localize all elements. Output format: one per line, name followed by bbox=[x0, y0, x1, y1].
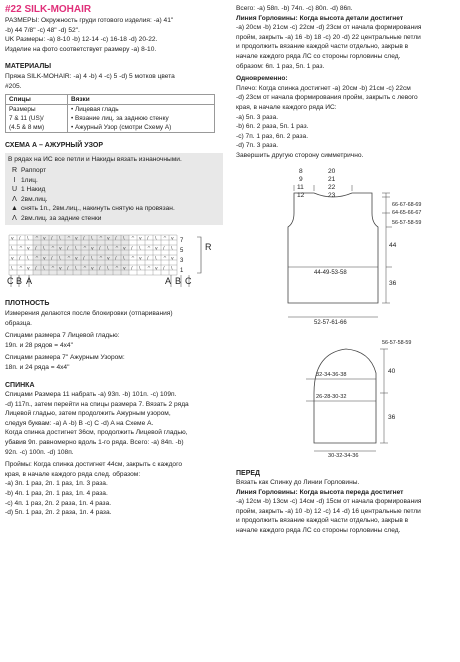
text-line: -a) 20см -b) 21см -c) 22см -d) 23см от начала формирования bbox=[236, 24, 422, 32]
svg-text:\: \ bbox=[123, 236, 125, 242]
dim-label: 66-67-68-69 bbox=[392, 201, 422, 208]
left-column bbox=[5, 0, 227, 518]
svg-text:/: / bbox=[67, 246, 69, 252]
legend-label: снять 1п., 2вм.лиц., накинуть снятую на провязан. bbox=[21, 205, 175, 213]
dim-label: 56-57-58-59 bbox=[392, 219, 422, 226]
text-line: -a) 12см -b) 13см -c) 14см -d) 15см от начала формирования bbox=[236, 498, 422, 506]
text-line: -d) 23см от начала формирования пройм, закрыть с левого bbox=[236, 94, 418, 102]
cell-line: • Вязание лиц. за заднюю стенку bbox=[71, 115, 169, 123]
svg-text:^: ^ bbox=[83, 266, 87, 272]
svg-text:/: / bbox=[19, 236, 21, 242]
svg-text:v: v bbox=[123, 266, 126, 272]
dim-label: 40 bbox=[388, 367, 396, 375]
svg-text:^: ^ bbox=[67, 256, 71, 262]
text-line: и продолжить вязание каждой части отдельно, закрыв в bbox=[236, 517, 409, 525]
row-label: 7 bbox=[180, 238, 184, 245]
legend-item bbox=[8, 166, 220, 176]
materials-line: Пряжа SILK-MOHAIR: -a) 4 -b) 4 -c) 5 -d) 5 мотков цвета bbox=[5, 72, 175, 80]
text-line: -b) 6п. 2 раза, 5п. 1 раз. bbox=[236, 123, 309, 131]
cell-line: (4.5 & 8 мм) bbox=[9, 124, 45, 132]
legend-label: 1лиц. bbox=[21, 176, 38, 184]
legend-item bbox=[8, 204, 220, 214]
text-line: -c) 7п. 1 раз, 6п. 2 раза. bbox=[236, 132, 309, 140]
density-line: Измерения делаются после блокировки (отпаривания) bbox=[5, 309, 173, 317]
dim-label: 23 bbox=[328, 191, 336, 199]
row-label: 1 bbox=[180, 268, 184, 275]
svg-text:v: v bbox=[107, 256, 110, 262]
svg-text:v: v bbox=[75, 256, 78, 262]
marker-c: C bbox=[7, 276, 14, 287]
schema-heading: СХЕМА А – АЖУРНЫЙ УЗОР bbox=[5, 142, 104, 150]
back-line: -d) 117п., затем перейти на спицы размера 7. Вязать 2 ряда bbox=[5, 400, 189, 408]
svg-text:v: v bbox=[107, 236, 110, 242]
right-column bbox=[236, 0, 456, 536]
neckline-block bbox=[236, 4, 456, 71]
row-label: 3 bbox=[180, 258, 184, 265]
svg-text:v: v bbox=[43, 256, 46, 262]
text-line: Завершить другую сторону симметрично. bbox=[236, 151, 364, 159]
svg-text:\: \ bbox=[43, 266, 45, 272]
svg-text:^: ^ bbox=[163, 236, 167, 242]
svg-text:/: / bbox=[83, 236, 85, 242]
legend-label: 2вм.лиц. bbox=[21, 195, 48, 203]
simultaneous-heading: Одновременно: bbox=[236, 75, 288, 83]
cell-line: Размеры bbox=[9, 106, 36, 114]
legend-item bbox=[8, 185, 220, 195]
marker-a: A bbox=[26, 276, 33, 287]
sizes-line: -b) 44 7/8" -c) 48" -d) 52". bbox=[5, 26, 80, 34]
svg-text:^: ^ bbox=[163, 256, 167, 262]
text-line: Линия Горловины: Когда высота переда достигнет bbox=[236, 488, 404, 496]
table-cell bbox=[68, 105, 215, 133]
svg-text:^: ^ bbox=[51, 266, 55, 272]
svg-text:/: / bbox=[163, 246, 165, 252]
svg-text:v: v bbox=[59, 266, 62, 272]
svg-text:^: ^ bbox=[131, 256, 135, 262]
yarn-over-icon: U bbox=[11, 186, 18, 194]
svg-text:/: / bbox=[115, 256, 117, 262]
svg-text:\: \ bbox=[91, 236, 93, 242]
svg-text:\: \ bbox=[155, 236, 157, 242]
dim-label: 56-57-58-59 bbox=[382, 339, 412, 346]
svg-text:v: v bbox=[171, 236, 174, 242]
svg-text:\: \ bbox=[139, 246, 141, 252]
svg-text:v: v bbox=[91, 246, 94, 252]
svg-text:\: \ bbox=[107, 266, 109, 272]
dim-label: 36 bbox=[389, 279, 397, 287]
table-header: Вязки bbox=[68, 95, 215, 105]
svg-text:v: v bbox=[91, 266, 94, 272]
back-instructions bbox=[5, 390, 227, 518]
svg-text:/: / bbox=[51, 236, 53, 242]
sizes-line: РАЗМЕРЫ: Окружность груди готового изделия: -а) 41" bbox=[5, 17, 174, 24]
svg-text:\: \ bbox=[27, 236, 29, 242]
svg-text:v: v bbox=[155, 266, 158, 272]
table-cell bbox=[6, 105, 68, 133]
density-line: образца. bbox=[5, 319, 33, 327]
svg-text:\: \ bbox=[75, 266, 77, 272]
svg-text:v: v bbox=[139, 236, 142, 242]
back-line: Спицами Размера 11 набрать -a) 93п. -b) 101п. -c) 109п. bbox=[5, 391, 177, 399]
svg-text:v: v bbox=[27, 266, 30, 272]
legend-item bbox=[8, 195, 220, 205]
svg-text:v: v bbox=[123, 246, 126, 252]
back-line: -c) 4п. 1 раз, 2п. 2 раза, 1п. 4 раза. bbox=[5, 499, 112, 507]
svg-text:/: / bbox=[115, 236, 117, 242]
repeat-label: R bbox=[205, 242, 212, 253]
needles-table bbox=[5, 94, 215, 133]
dim-label: 21 bbox=[328, 175, 336, 183]
svg-text:/: / bbox=[35, 246, 37, 252]
svg-text:^: ^ bbox=[131, 236, 135, 242]
svg-text:^: ^ bbox=[147, 266, 151, 272]
svg-text:^: ^ bbox=[35, 236, 39, 242]
svg-text:\: \ bbox=[11, 266, 13, 272]
svg-text:/: / bbox=[147, 256, 149, 262]
back-line: -a) 3п. 1 раз, 2п. 1 раз, 1п. 3 раза. bbox=[5, 480, 108, 488]
knit-stitch-icon: I bbox=[13, 176, 16, 184]
cell-line: • Лицевая гладь bbox=[71, 106, 119, 114]
dim-label: 44-49-53-58 bbox=[314, 269, 347, 276]
svg-text:/: / bbox=[163, 266, 165, 272]
legend-label: 1 Накид bbox=[21, 186, 46, 194]
k2tog-tbl-icon: Λ bbox=[12, 214, 17, 222]
back-line: Лицевой гладью, затем продолжить Ажурным узором, bbox=[5, 410, 171, 418]
marker-c: C bbox=[185, 276, 192, 287]
dim-label: 52-57-61-66 bbox=[314, 319, 347, 326]
text-line: Линия Горловины: Когда высота детали достигнет bbox=[236, 14, 404, 22]
k2tog-icon: Λ bbox=[12, 195, 17, 203]
density-line: 19п. и 28 рядов = 4x4" bbox=[5, 341, 73, 349]
svg-text:v: v bbox=[43, 236, 46, 242]
svg-text:v: v bbox=[27, 246, 30, 252]
cell-line: 7 & 11 (US)/ bbox=[9, 115, 44, 123]
back-line: 92п. -c) 100п. -d) 108п. bbox=[5, 448, 74, 456]
dim-label: 64-65-66-67 bbox=[392, 209, 422, 216]
text-line: начале каждого ряда ЛС со стороны горловины след. bbox=[236, 52, 401, 60]
back-outline bbox=[236, 167, 456, 337]
materials-heading: МАТЕРИАЛЫ bbox=[5, 63, 52, 71]
dim-label: 11 bbox=[297, 183, 304, 191]
svg-text:^: ^ bbox=[19, 246, 23, 252]
legend-item bbox=[8, 214, 220, 224]
svg-text:/: / bbox=[83, 256, 85, 262]
svg-text:\: \ bbox=[43, 246, 45, 252]
text-line: начале каждого ряда ЛС со стороны горловины след. bbox=[236, 527, 401, 535]
pattern-title: #22 SILK-MOHAIR bbox=[5, 4, 92, 15]
chart-grid bbox=[5, 229, 223, 295]
svg-text:^: ^ bbox=[83, 246, 87, 252]
back-line: края, в начале каждого ряда след. образом: bbox=[5, 470, 141, 478]
svg-text:\: \ bbox=[11, 246, 13, 252]
front-heading: ПЕРЕД bbox=[236, 469, 261, 477]
svg-text:/: / bbox=[99, 266, 101, 272]
back-line: Когда спинка достигнет 36см, продолжить Лицевой гладью, bbox=[5, 429, 188, 437]
svg-text:\: \ bbox=[59, 236, 61, 242]
dim-label: 26-28-30-32 bbox=[316, 393, 347, 400]
svg-text:\: \ bbox=[171, 266, 173, 272]
svg-text:/: / bbox=[67, 266, 69, 272]
sizes-line: UK Размеры: -a) 8-10 -b) 12-14 -c) 16-18 -d) 20-22. bbox=[5, 36, 158, 44]
dim-label: 44 bbox=[389, 241, 397, 249]
text-line: -a) 5п. 3 раза. bbox=[236, 113, 279, 121]
svg-text:^: ^ bbox=[115, 266, 119, 272]
svg-text:/: / bbox=[131, 246, 133, 252]
svg-text:\: \ bbox=[139, 266, 141, 272]
back-line: убавив 9п. равномерно вдоль 1-го ряда. Всего: -a) 84п. -b) bbox=[5, 439, 184, 447]
dim-label: 9 bbox=[299, 175, 303, 183]
svg-text:\: \ bbox=[107, 246, 109, 252]
svg-text:^: ^ bbox=[67, 236, 71, 242]
marker-b: B bbox=[16, 276, 23, 287]
text-line: -d) 7п. 3 раза. bbox=[236, 142, 279, 150]
back-line: Проймы: Когда спинка достигнет 44см, закрыть с каждого bbox=[5, 461, 183, 469]
svg-text:\: \ bbox=[155, 256, 157, 262]
text-line: пройм, закрыть -a) 16 -b) 18 -c) 20 -d) 22 центральные петли bbox=[236, 33, 421, 41]
back-line: -b) 4п. 1 раз, 2п. 1 раз, 1п. 4 раза. bbox=[5, 490, 108, 498]
text-line: пройм, закрыть -a) 10 -b) 12 -c) 14 -d) 16 центральные петли bbox=[236, 507, 421, 515]
dim-label: 30-32-34-36 bbox=[328, 452, 359, 459]
svg-text:^: ^ bbox=[147, 246, 151, 252]
cell-line: • Ажурный Узор (смотри Схему А) bbox=[71, 124, 172, 132]
svg-text:/: / bbox=[99, 246, 101, 252]
text-line: края, в начале каждого ряда ИС: bbox=[236, 103, 337, 111]
density-heading: ПЛОТНОСТЬ bbox=[5, 300, 50, 308]
svg-text:v: v bbox=[171, 256, 174, 262]
back-line: -d) 5п. 1 раз, 2п. 2 раза, 1п. 4 раза. bbox=[5, 509, 112, 517]
svg-text:v: v bbox=[155, 246, 158, 252]
dim-label: 36 bbox=[388, 413, 396, 421]
sk2p-icon: ▲ bbox=[11, 205, 18, 213]
svg-text:\: \ bbox=[171, 246, 173, 252]
sleeve-schematic bbox=[236, 333, 456, 463]
dim-label: 22 bbox=[328, 183, 336, 191]
marker-b: B bbox=[175, 276, 182, 287]
schema-note: В рядах на ИС все петли и Накиды вязать изнаночными. bbox=[8, 155, 182, 163]
svg-text:/: / bbox=[131, 266, 133, 272]
sizes-block bbox=[5, 16, 227, 54]
svg-text:^: ^ bbox=[99, 236, 103, 242]
dim-label: 20 bbox=[328, 167, 336, 175]
table-header: Спицы bbox=[6, 95, 68, 105]
row-label: 5 bbox=[180, 248, 184, 255]
svg-text:^: ^ bbox=[35, 256, 39, 262]
back-schematic bbox=[236, 167, 456, 337]
svg-text:\: \ bbox=[27, 256, 29, 262]
sizes-line: Изделие на фото соответствует размеру -a) 8-10. bbox=[5, 45, 157, 53]
density-line: Спицами размера 7" Ажурным Узором: bbox=[5, 354, 125, 362]
dim-label: 32-34-36-38 bbox=[316, 371, 347, 378]
svg-text:/: / bbox=[147, 236, 149, 242]
svg-text:v: v bbox=[139, 256, 142, 262]
svg-text:/: / bbox=[35, 266, 37, 272]
back-heading: СПИНКА bbox=[5, 381, 35, 389]
repeat-icon: R bbox=[11, 167, 18, 175]
text-line: и продолжить вязание каждой части отдельно, закрыв в bbox=[236, 43, 409, 51]
svg-text:^: ^ bbox=[115, 246, 119, 252]
legend-label: 2вм.лиц. за задние стенки bbox=[21, 214, 102, 222]
materials-line: #205. bbox=[5, 82, 22, 90]
density-line: 18п. и 24 ряда = 4x4" bbox=[5, 363, 70, 371]
text-line: Вязать как Спинку до Линии Горловины. bbox=[236, 479, 360, 487]
text-line: Всего: -a) 58п. -b) 74п. -c) 80п. -d) 86п. bbox=[236, 5, 353, 12]
svg-text:\: \ bbox=[91, 256, 93, 262]
svg-text:/: / bbox=[51, 256, 53, 262]
svg-text:\: \ bbox=[59, 256, 61, 262]
legend-label: Раппорт bbox=[21, 167, 47, 175]
svg-text:^: ^ bbox=[99, 256, 103, 262]
back-line: следуя буквам: -a) A -b) B -c) C -d) A на Схеме A. bbox=[5, 419, 154, 427]
dim-label: 12 bbox=[297, 191, 305, 199]
text-line: образом: 6п. 1 раз, 5п. 1 раз. bbox=[236, 62, 325, 70]
svg-text:v: v bbox=[11, 256, 14, 262]
svg-text:v: v bbox=[11, 236, 14, 242]
marker-a: A bbox=[165, 276, 172, 287]
svg-text:/: / bbox=[19, 256, 21, 262]
svg-text:^: ^ bbox=[51, 246, 55, 252]
svg-text:\: \ bbox=[75, 246, 77, 252]
density-line: Спицами размера 7 Лицевой гладью: bbox=[5, 332, 120, 340]
schema-legend bbox=[5, 153, 223, 226]
text-line: Плечо: Когда спинка достигнет -a) 20см -b) 21см -c) 22см bbox=[236, 84, 411, 92]
dim-label: 8 bbox=[299, 167, 303, 175]
svg-text:^: ^ bbox=[19, 266, 23, 272]
svg-text:\: \ bbox=[123, 256, 125, 262]
legend-item bbox=[8, 176, 220, 186]
svg-text:v: v bbox=[75, 236, 78, 242]
svg-text:v: v bbox=[59, 246, 62, 252]
